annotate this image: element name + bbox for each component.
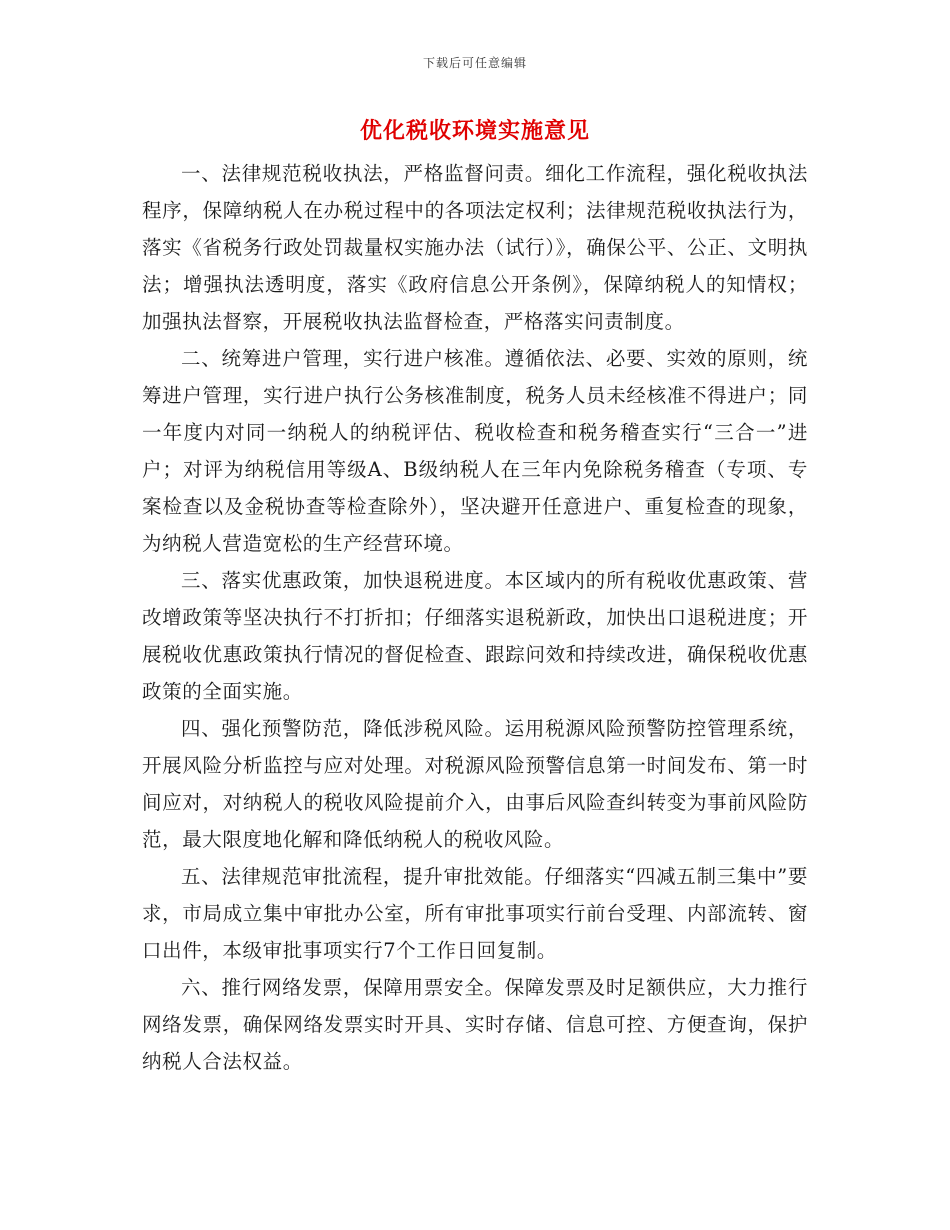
paragraph-3: 三、落实优惠政策，加快退税进度。本区域内的所有税收优惠政策、营改增政策等坚决执行不打折扣；仔细落实退税新政，加快出口退税进度；开展税收优惠政策执行情况的督促检查、跟踪问效和持续改进，确保税收优惠政策的全面实施。	[142, 569, 808, 703]
document-body	[142, 155, 808, 1080]
paragraph-6: 六、推行网络发票，保障用票安全。保障发票及时足额供应，大力推行网络发票，确保网络发票实时开具、实时存储、信息可控、方便查询，保护纳税人合法权益。	[142, 976, 808, 1073]
paragraph-4: 四、强化预警防范，降低涉税风险。运用税源风险预警防控管理系统，开展风险分析监控与应对处理。对税源风险预警信息第一时间发布、第一时间应对，对纳税人的税收风险提前介入，由事后风险查纠转变为事前风险防范，最大限度地化解和降低纳税人的税收风险。	[142, 717, 808, 851]
paragraph-5: 五、法律规范审批流程，提升审批效能。仔细落实“四减五制三集中”要求，市局成立集中审批办公室，所有审批事项实行前台受理、内部流转、窗口出件，本级审批事项实行7个工作日回复制。	[142, 865, 808, 962]
paragraph-1: 一、法律规范税收执法，严格监督问责。细化工作流程，强化税收执法程序，保障纳税人在办税过程中的各项法定权利；法律规范税收执法行为，落实《省税务行政处罚裁量权实施办法（试行）》，确保公平、公正、文明执法；增强执法透明度，落实《政府信息公开条例》，保障纳税人的知情权；加强执法督察，开展税收执法监督检查，严格落实问责制度。	[142, 162, 808, 333]
paragraph-2: 二、统筹进户管理，实行进户核准。遵循依法、必要、实效的原则，统筹进户管理，实行进户执行公务核准制度，税务人员未经核准不得进户；同一年度内对同一纳税人的纳税评估、税收检查和税务稽查实行“三合一”进户；对评为纳税信用等级A、B级纳税人在三年内免除税务稽查（专项、专案检查以及金税协查等检查除外），坚决避开任意进户、重复检查的现象，为纳税人营造宽松的生产经营环境。	[142, 347, 808, 555]
document-title: 优化税收环境实施意见	[359, 118, 590, 144]
download-note: 下载后可任意编辑	[422, 56, 527, 70]
